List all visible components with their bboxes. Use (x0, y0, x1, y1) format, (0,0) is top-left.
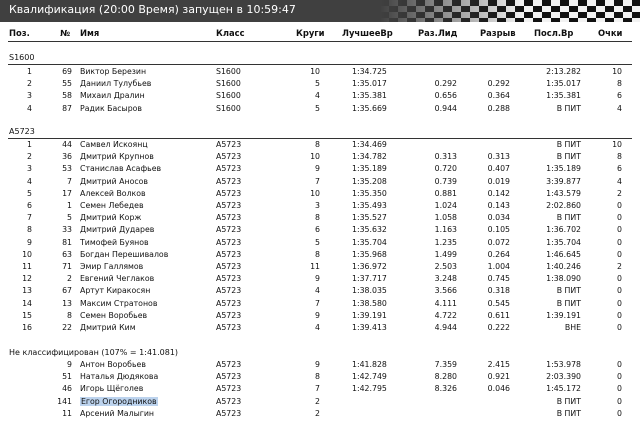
group-label-unclassified: Не классифицирован (107% = 1:41.081) (9, 348, 179, 357)
cell-last: 2:02.860 (546, 201, 581, 210)
cell-laps: 10 (310, 152, 320, 162)
table-row[interactable] (0, 250, 640, 262)
cell-best: 1:35.669 (352, 103, 387, 113)
cell-num: 87 (62, 103, 72, 113)
cell-laps: 5 (315, 237, 320, 247)
cell-name: Дмитрий Крупнов (80, 152, 154, 162)
cell-class: A5723 (216, 323, 242, 332)
cell-best: 1:34.469 (352, 140, 387, 149)
cell-name: Дмитрий Аносов (80, 176, 148, 186)
cell-gap-leader: 8.280 (434, 372, 457, 382)
cell-class: A5723 (216, 176, 242, 186)
cell-laps: 5 (315, 79, 320, 89)
table-row[interactable] (0, 238, 640, 250)
cell-class: A5723 (216, 396, 242, 406)
cell-num: 36 (62, 152, 72, 162)
col-header-name: Имя (80, 28, 100, 38)
cell-pos: 5 (27, 188, 32, 198)
cell-name: Арсений Малыгин (80, 408, 154, 418)
cell-best: 1:35.632 (352, 225, 387, 235)
cell-num: 81 (62, 237, 72, 247)
cell-points: 0 (617, 249, 622, 259)
cell-name: Дмитрий Ким (80, 323, 136, 332)
cell-points: 2 (617, 188, 622, 198)
col-header-laps: Круги (296, 28, 325, 38)
cell-gap-leader: 0.656 (434, 91, 457, 101)
cell-gap-leader: 2.503 (434, 262, 457, 271)
col-header-last: Посл.Вр (534, 28, 574, 38)
cell-num: 17 (62, 188, 72, 198)
cell-name: Тимофей Буянов (80, 237, 149, 247)
cell-best: 1:35.350 (352, 188, 387, 198)
cell-last: 1:35.017 (546, 79, 581, 89)
cell-num: 44 (62, 140, 72, 149)
cell-name: Семен Лебедев (80, 201, 144, 210)
cell-laps: 7 (315, 298, 320, 308)
cell-best: 1:34.782 (352, 152, 387, 162)
cell-laps: 4 (315, 91, 320, 101)
cell-laps: 9 (315, 274, 320, 284)
cell-gap-leader: 4.111 (434, 298, 457, 308)
table-row[interactable] (0, 286, 640, 298)
cell-class: A5723 (216, 152, 242, 162)
cell-laps: 9 (315, 164, 320, 174)
group-label-s1600: S1600 (9, 53, 35, 62)
cell-best: 1:35.527 (352, 213, 387, 223)
checkered-flag-icon (380, 0, 640, 22)
cell-class: A5723 (216, 298, 242, 308)
cell-gap: 0.292 (487, 79, 510, 89)
cell-best: 1:41.828 (352, 360, 387, 369)
cell-gap: 0.407 (487, 164, 510, 174)
cell-points: 0 (617, 372, 622, 382)
group-divider-s1600 (8, 64, 632, 65)
cell-laps: 10 (310, 67, 320, 76)
cell-gap-leader: 3.566 (434, 286, 457, 296)
cell-points: 4 (617, 103, 622, 113)
cell-num: 8 (67, 310, 72, 320)
cell-num: 46 (62, 384, 72, 394)
col-header-num: № (60, 28, 71, 38)
cell-last: 2:13.282 (546, 67, 581, 76)
cell-class: S1600 (216, 103, 241, 113)
cell-name: Антон Воробьев (80, 360, 146, 369)
cell-points: 0 (617, 310, 622, 320)
table-row[interactable] (0, 274, 640, 286)
cell-laps: 6 (315, 225, 320, 235)
table-row[interactable] (0, 409, 640, 421)
cell-last: 1:39.191 (546, 310, 581, 320)
cell-name: Дмитрий Дударев (80, 225, 155, 235)
cell-num: 2 (67, 274, 72, 284)
table-row[interactable] (0, 140, 640, 152)
cell-gap: 0.019 (487, 176, 510, 186)
cell-name: Михаил Дралин (80, 91, 145, 101)
cell-pos: 11 (22, 262, 32, 271)
cell-best: 1:35.189 (352, 164, 387, 174)
cell-class: A5723 (216, 225, 242, 235)
cell-pos: 14 (22, 298, 32, 308)
cell-name: Эмир Галлямов (80, 262, 144, 271)
cell-gap: 0.364 (487, 91, 510, 101)
cell-last: 3:39.877 (546, 176, 581, 186)
col-header-points: Очки (598, 28, 623, 38)
cell-name: Станислав Асафьев (80, 164, 162, 174)
cell-points: 10 (612, 67, 622, 76)
cell-gap: 2.415 (487, 360, 510, 369)
cell-num: 33 (62, 225, 72, 235)
cell-class: A5723 (216, 201, 242, 210)
cell-pos: 4 (27, 176, 32, 186)
cell-num: 5 (67, 213, 72, 223)
cell-num: 69 (62, 67, 72, 76)
cell-num: 11 (62, 408, 72, 418)
cell-name: Богдан Перешивалов (80, 249, 169, 259)
table-row[interactable] (0, 91, 640, 103)
cell-class: S1600 (216, 67, 241, 76)
cell-points: 8 (617, 152, 622, 162)
cell-gap-leader: 0.292 (434, 79, 457, 89)
cell-best: 1:35.381 (352, 91, 387, 101)
cell-class: A5723 (216, 408, 242, 418)
cell-class: A5723 (216, 237, 242, 247)
cell-class: A5723 (216, 384, 242, 394)
cell-points: 0 (617, 201, 622, 210)
cell-name: Егор Огородников (81, 396, 157, 406)
cell-gap-leader: 8.326 (434, 384, 457, 394)
cell-points: 6 (617, 164, 622, 174)
cell-pos: 3 (27, 91, 32, 101)
cell-laps: 11 (310, 262, 320, 271)
cell-pos: 6 (27, 201, 32, 210)
cell-num: 13 (62, 298, 72, 308)
cell-laps: 7 (315, 176, 320, 186)
cell-gap-leader: 1.024 (434, 201, 457, 210)
cell-gap-leader: 0.313 (434, 152, 457, 162)
cell-gap-leader: 1.499 (434, 249, 457, 259)
cell-best: 1:34.725 (352, 67, 387, 76)
cell-gap-leader: 1.235 (434, 237, 457, 247)
table-row[interactable] (0, 311, 640, 323)
cell-best: 1:39.413 (352, 323, 387, 332)
cell-gap: 0.034 (487, 213, 510, 223)
cell-class: S1600 (216, 79, 241, 89)
table-row[interactable] (0, 397, 640, 409)
cell-gap-leader: 1.163 (434, 225, 457, 235)
cell-points: 2 (617, 262, 622, 271)
cell-points: 0 (617, 408, 622, 418)
cell-gap-leader: 0.944 (434, 103, 457, 113)
cell-gap-leader: 0.881 (434, 188, 457, 198)
cell-pos: 16 (22, 323, 32, 332)
cell-class: A5723 (216, 188, 242, 198)
cell-last: 1:53.978 (546, 360, 581, 369)
cell-best: 1:35.704 (352, 237, 387, 247)
cell-best: 1:35.493 (352, 201, 387, 210)
cell-points: 0 (617, 396, 622, 406)
cell-pos: 1 (27, 67, 32, 76)
cell-last: 2:03.390 (546, 372, 581, 382)
group-divider-a5723 (8, 138, 632, 139)
table-row[interactable] (0, 323, 640, 335)
cell-pos: 15 (22, 310, 32, 320)
cell-best: 1:38.035 (352, 286, 387, 296)
table-row[interactable] (0, 360, 640, 372)
cell-class: A5723 (216, 360, 242, 369)
cell-gap: 0.745 (487, 274, 510, 284)
table-row[interactable] (0, 262, 640, 274)
cell-points: 0 (617, 213, 622, 223)
cell-points: 0 (617, 237, 622, 247)
cell-pos: 12 (22, 274, 32, 284)
cell-name: Виктор Березин (80, 67, 147, 76)
cell-class: S1600 (216, 91, 241, 101)
cell-gap: 0.143 (487, 201, 510, 210)
cell-points: 10 (612, 140, 622, 149)
cell-last: 1:38.090 (546, 274, 581, 284)
cell-last: В ПИТ (556, 298, 581, 308)
cell-laps: 2 (315, 408, 320, 418)
group-label-a5723: A5723 (9, 127, 35, 136)
cell-last: В ПИТ (556, 286, 581, 296)
cell-class: A5723 (216, 249, 242, 259)
title-bar (0, 0, 640, 22)
cell-last: В ПИТ (556, 140, 581, 149)
cell-points: 0 (617, 286, 622, 296)
cell-last: 1:43.579 (546, 188, 581, 198)
table-row[interactable] (0, 79, 640, 91)
cell-best: 1:35.208 (352, 176, 387, 186)
table-row[interactable] (0, 372, 640, 384)
cell-name: Наталья Дюдякова (80, 372, 159, 382)
cell-laps: 8 (315, 372, 320, 382)
cell-last: 1:40.246 (546, 262, 581, 271)
cell-best: 1:39.191 (352, 310, 387, 320)
cell-last: 1:45.172 (546, 384, 581, 394)
cell-num: 55 (62, 79, 72, 89)
cell-class: A5723 (216, 310, 242, 320)
cell-points: 0 (617, 384, 622, 394)
cell-class: A5723 (216, 262, 242, 271)
cell-name: Радик Басыров (80, 103, 143, 113)
cell-pos: 2 (27, 152, 32, 162)
cell-pos: 10 (22, 249, 32, 259)
cell-pos: 7 (27, 213, 32, 223)
window-title: Квалификация (20:00 Время) запущен в 10:59:47 (9, 3, 296, 16)
cell-laps: 8 (315, 249, 320, 259)
cell-best: 1:42.795 (352, 384, 387, 394)
cell-laps: 9 (315, 310, 320, 320)
cell-last: 1:36.702 (546, 225, 581, 235)
cell-points: 0 (617, 274, 622, 284)
cell-gap: 0.545 (487, 298, 510, 308)
cell-gap: 0.142 (487, 188, 510, 198)
cell-pos: 4 (27, 103, 32, 113)
cell-name: Даниил Тулубьев (80, 79, 152, 89)
cell-pos: 2 (27, 79, 32, 89)
table-row[interactable] (0, 299, 640, 311)
cell-best: 1:42.749 (352, 372, 387, 382)
cell-name: Алексей Волков (80, 188, 146, 198)
cell-gap: 0.264 (487, 249, 510, 259)
cell-class: A5723 (216, 274, 242, 284)
cell-pos: 13 (22, 286, 32, 296)
cell-class: A5723 (216, 140, 242, 149)
cell-gap: 0.313 (487, 152, 510, 162)
cell-pos: 1 (27, 140, 32, 149)
table-row[interactable] (0, 213, 640, 225)
cell-pos: 3 (27, 164, 32, 174)
cell-gap: 1.004 (487, 262, 510, 271)
cell-best: 1:37.717 (352, 274, 387, 284)
cell-gap: 0.222 (487, 323, 510, 332)
cell-best: 1:35.968 (352, 249, 387, 259)
cell-name: Семен Воробьев (80, 310, 148, 320)
cell-gap-leader: 4.944 (434, 323, 457, 332)
table-row[interactable] (0, 104, 640, 116)
cell-points: 4 (617, 176, 622, 186)
col-header-pos: Поз. (9, 28, 30, 38)
cell-gap: 0.072 (487, 237, 510, 247)
table-row[interactable] (0, 189, 640, 201)
cell-num: 63 (62, 249, 72, 259)
cell-best: 1:36.972 (352, 262, 387, 271)
cell-points: 0 (617, 323, 622, 332)
col-header-gap: Разрыв (480, 28, 516, 38)
table-row[interactable] (0, 164, 640, 176)
cell-points: 6 (617, 91, 622, 101)
cell-points: 0 (617, 298, 622, 308)
cell-class: A5723 (216, 286, 242, 296)
cell-num: 1 (67, 201, 72, 210)
cell-class: A5723 (216, 164, 242, 174)
cell-class: A5723 (216, 213, 242, 223)
cell-last: ВНЕ (564, 323, 581, 332)
cell-gap: 0.921 (487, 372, 510, 382)
cell-num: 58 (62, 91, 72, 101)
table-row[interactable] (0, 67, 640, 79)
cell-points: 8 (617, 79, 622, 89)
cell-gap: 0.611 (487, 310, 510, 320)
cell-last: 1:35.189 (546, 164, 581, 174)
table-row[interactable] (0, 152, 640, 164)
cell-gap: 0.105 (487, 225, 510, 235)
cell-gap-leader: 4.722 (434, 310, 457, 320)
cell-name: Игорь Щёголев (80, 384, 144, 394)
cell-name: Артут Киракосян (80, 286, 151, 296)
cell-last: 1:35.704 (546, 237, 581, 247)
col-header-gap-leader: Раз.Лид (418, 28, 458, 38)
cell-last: 1:35.381 (546, 91, 581, 101)
cell-gap-leader: 7.359 (434, 360, 457, 369)
cell-laps: 8 (315, 140, 320, 149)
cell-num: 7 (67, 176, 72, 186)
cell-laps: 4 (315, 323, 320, 332)
cell-gap-leader: 0.739 (434, 176, 457, 186)
cell-points: 0 (617, 225, 622, 235)
cell-laps: 5 (315, 103, 320, 113)
cell-pos: 8 (27, 225, 32, 235)
cell-best: 1:35.017 (352, 79, 387, 89)
cell-last: 1:46.645 (546, 249, 581, 259)
cell-num: 67 (62, 286, 72, 296)
cell-laps: 3 (315, 201, 320, 210)
col-header-best: ЛучшееВр (342, 28, 393, 38)
cell-laps: 7 (315, 384, 320, 394)
cell-laps: 2 (315, 396, 320, 406)
cell-pos: 9 (27, 237, 32, 247)
cell-num: 22 (62, 323, 72, 332)
cell-last: В ПИТ (556, 396, 581, 406)
cell-last: В ПИТ (556, 152, 581, 162)
cell-num: 9 (67, 360, 72, 369)
cell-laps: 8 (315, 213, 320, 223)
cell-class: A5723 (216, 372, 242, 382)
cell-last: В ПИТ (556, 408, 581, 418)
cell-num: 53 (62, 164, 72, 174)
cell-gap-leader: 3.248 (434, 274, 457, 284)
cell-name: Евгений Чеглаков (80, 274, 155, 284)
cell-gap-leader: 0.720 (434, 164, 457, 174)
table-row[interactable] (0, 201, 640, 213)
cell-last: В ПИТ (556, 103, 581, 113)
cell-name: Самвел Искоянц (80, 140, 148, 149)
table-row[interactable] (0, 177, 640, 189)
table-row[interactable] (0, 384, 640, 396)
cell-name: Максим Стратонов (80, 298, 158, 308)
cell-laps: 9 (315, 360, 320, 369)
cell-laps: 4 (315, 286, 320, 296)
cell-last: В ПИТ (556, 213, 581, 223)
cell-points: 0 (617, 360, 622, 369)
header-divider (8, 41, 632, 42)
cell-gap: 0.288 (487, 103, 510, 113)
cell-laps: 10 (310, 188, 320, 198)
cell-num: 141 (57, 396, 72, 406)
cell-gap: 0.046 (487, 384, 510, 394)
cell-num: 51 (62, 372, 72, 382)
cell-best: 1:38.580 (352, 298, 387, 308)
cell-num: 71 (62, 262, 72, 271)
cell-gap-leader: 1.058 (434, 213, 457, 223)
cell-name: Дмитрий Корж (80, 213, 142, 223)
cell-gap: 0.318 (487, 286, 510, 296)
col-header-class: Класс (216, 28, 245, 38)
table-row[interactable] (0, 225, 640, 237)
